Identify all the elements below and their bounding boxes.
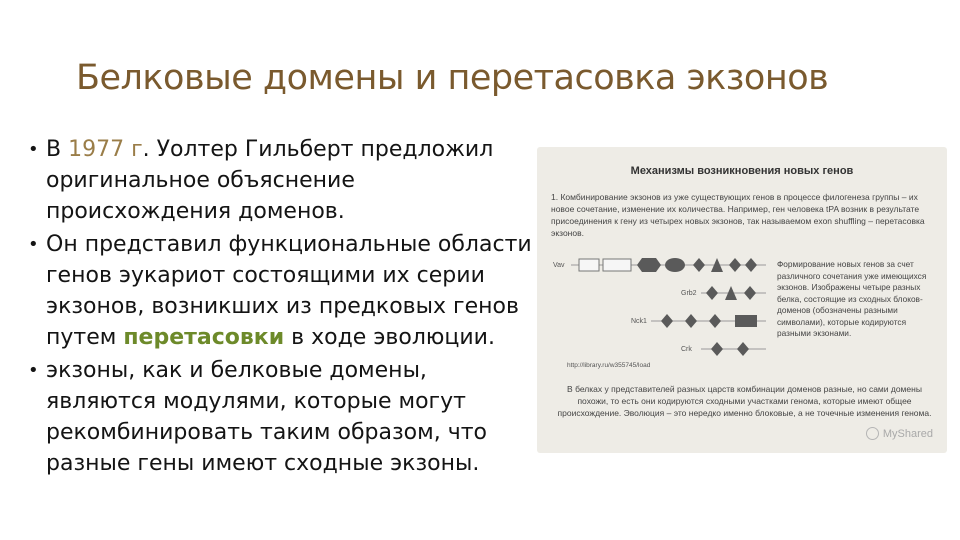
domain-diamond-icon bbox=[744, 286, 756, 300]
domain-diamond-icon bbox=[709, 314, 721, 328]
figure-title: Механизмы возникновения новых генов bbox=[630, 165, 854, 177]
domain-diamond-icon bbox=[745, 258, 757, 272]
domain-diamond-icon bbox=[737, 342, 749, 356]
domain-box-icon bbox=[735, 315, 757, 327]
protein-label-nck1: Nck1 bbox=[631, 318, 647, 325]
domain-box-icon bbox=[579, 259, 599, 271]
bullet-list bbox=[24, 134, 539, 481]
domain-diagram bbox=[551, 251, 781, 361]
bullet-text: в ходе эволюции. bbox=[284, 325, 495, 350]
bullet-dot-icon: • bbox=[28, 234, 39, 255]
bullet-item bbox=[24, 229, 539, 353]
domain-hexagon-icon bbox=[637, 258, 661, 272]
domain-diamond-icon bbox=[661, 314, 673, 328]
figure-source-url: http://library.ru/w355745/load bbox=[567, 362, 651, 369]
domain-box-icon bbox=[603, 259, 631, 271]
watermark bbox=[866, 427, 933, 440]
figure-caption: Формирование новых генов за счет различного сочетания уже имеющихся экзонов. Изображены четыре разных белка, состоящие из сходных блоков-доменов (обозначены разными символами), которые кодируются разными экзонами. bbox=[777, 259, 927, 338]
bullet-dot-icon: • bbox=[28, 360, 39, 381]
myshared-logo-icon bbox=[866, 427, 879, 440]
domain-diamond-icon bbox=[706, 286, 718, 300]
domain-oval-icon bbox=[665, 258, 685, 272]
bullet-text: экзоны, как и белковые домены, являются модулями, которые могут рекомбинировать таким образом, что разные гены имеют сходные экзоны. bbox=[46, 358, 487, 476]
figure-footer-text: В белках у представителей разных царств комбинации доменов разные, но сами домены похожи, то есть они кодируются сходными участками генома, которые имеют общее происхождение. Эволюция – это нередко именно блоковые, а не точечные изменения генома. bbox=[557, 384, 932, 418]
gene-mechanism-figure bbox=[537, 147, 947, 453]
domain-diamond-icon bbox=[711, 342, 723, 356]
domain-diamond-icon bbox=[729, 258, 741, 272]
slide-title: Белковые домены и перетасовка экзонов bbox=[76, 58, 829, 98]
bullet-text: предложил оригинальное объяснение происхождения доменов. bbox=[46, 137, 494, 224]
bullet-text: Он представил функциональные области генов эукариот состоящими их серии экзонов, возникших из предковых генов путем bbox=[46, 232, 532, 350]
figure-section-text: 1. Комбинирование экзонов из уже существующих генов в процессе филогенеза группы – их новое сочетание, изменение их количества. Например, ген человека tPA возник в результате присоединения к гену из четырех новых экзонов, так называемом exon shuffling – перетасовка экзонов. bbox=[551, 192, 925, 238]
watermark-text: MyShared bbox=[882, 427, 933, 440]
domain-diamond-icon bbox=[693, 258, 705, 272]
bullet-item bbox=[24, 355, 539, 479]
bullet-text: В bbox=[46, 137, 69, 162]
highlight-term: перетасовки bbox=[123, 325, 285, 350]
protein-label-grb2: Grb2 bbox=[681, 290, 697, 297]
domain-diamond-icon bbox=[685, 314, 697, 328]
year-text: 1977 г bbox=[68, 137, 143, 162]
bullet-item bbox=[24, 134, 539, 227]
protein-label-crk: Crk bbox=[681, 346, 692, 353]
protein-label-vav: Vav bbox=[553, 262, 565, 269]
bullet-text: . Уолтер Гильберт bbox=[142, 137, 354, 162]
bullet-dot-icon: • bbox=[28, 139, 39, 160]
